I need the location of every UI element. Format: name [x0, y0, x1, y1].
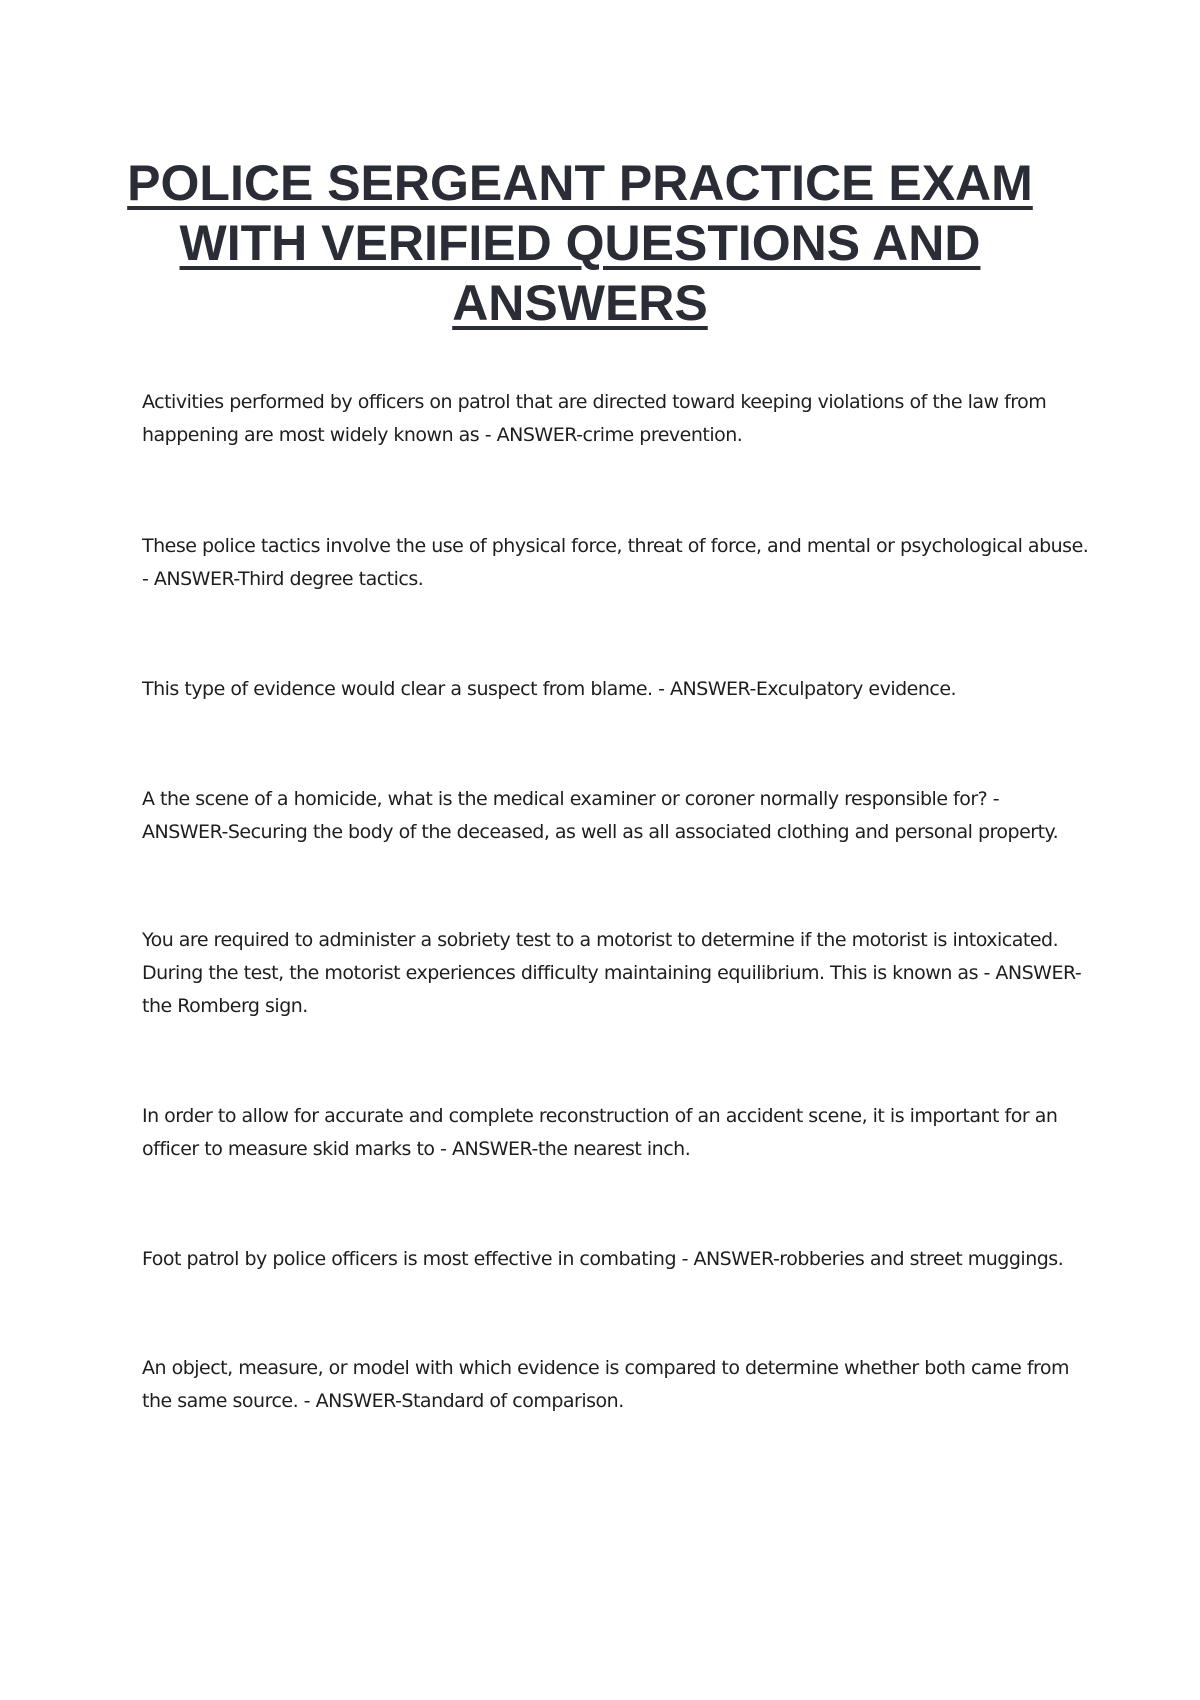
- title-line: ANSWERS: [452, 275, 708, 331]
- qa-item: [142, 924, 1082, 1023]
- qa-line: Activities performed by officers on patrol that are directed toward keeping violations of the law from: [142, 391, 1047, 413]
- qa-item: [142, 673, 1082, 706]
- qa-line: In order to allow for accurate and complete reconstruction of an accident scene, it is important for an: [142, 1105, 1058, 1127]
- qa-line: During the test, the motorist experiences difficulty maintaining equilibrium. This is known as - ANSWER-: [142, 962, 1082, 984]
- qa-item: [142, 530, 1089, 596]
- qa-line: the Romberg sign.: [142, 995, 308, 1017]
- qa-line: happening are most widely known as - ANSWER-crime prevention.: [142, 424, 743, 446]
- qa-item: [142, 1100, 1082, 1166]
- qa-line: Foot patrol by police officers is most effective in combating - ANSWER-robberies and street muggings.: [142, 1248, 1064, 1270]
- qa-line: You are required to administer a sobriety test to a motorist to determine if the motorist is intoxicated.: [142, 929, 1059, 951]
- qa-line: officer to measure skid marks to - ANSWER-the nearest inch.: [142, 1138, 691, 1160]
- title-line: WITH VERIFIED QUESTIONS AND: [179, 215, 981, 271]
- qa-line: A the scene of a homicide, what is the medical examiner or coroner normally responsible for? -: [142, 788, 1000, 810]
- qa-item: [142, 1243, 1082, 1276]
- qa-line: ANSWER-Securing the body of the deceased, as well as all associated clothing and personal property.: [142, 821, 1059, 843]
- qa-line: These police tactics involve the use of physical force, threat of force, and mental or psychological abuse.: [142, 535, 1089, 557]
- qa-item: [142, 1352, 1082, 1418]
- qa-line: - ANSWER-Third degree tactics.: [142, 568, 424, 590]
- qa-item: [142, 783, 1082, 849]
- qa-item: [142, 386, 1082, 452]
- qa-line: the same source. - ANSWER-Standard of comparison.: [142, 1390, 624, 1412]
- qa-line: An object, measure, or model with which evidence is compared to determine whether both came from: [142, 1357, 1070, 1379]
- title-line: POLICE SERGEANT PRACTICE EXAM: [127, 155, 1033, 211]
- qa-line: This type of evidence would clear a suspect from blame. - ANSWER-Exculpatory evidence.: [142, 678, 957, 700]
- document-title: [120, 153, 1040, 333]
